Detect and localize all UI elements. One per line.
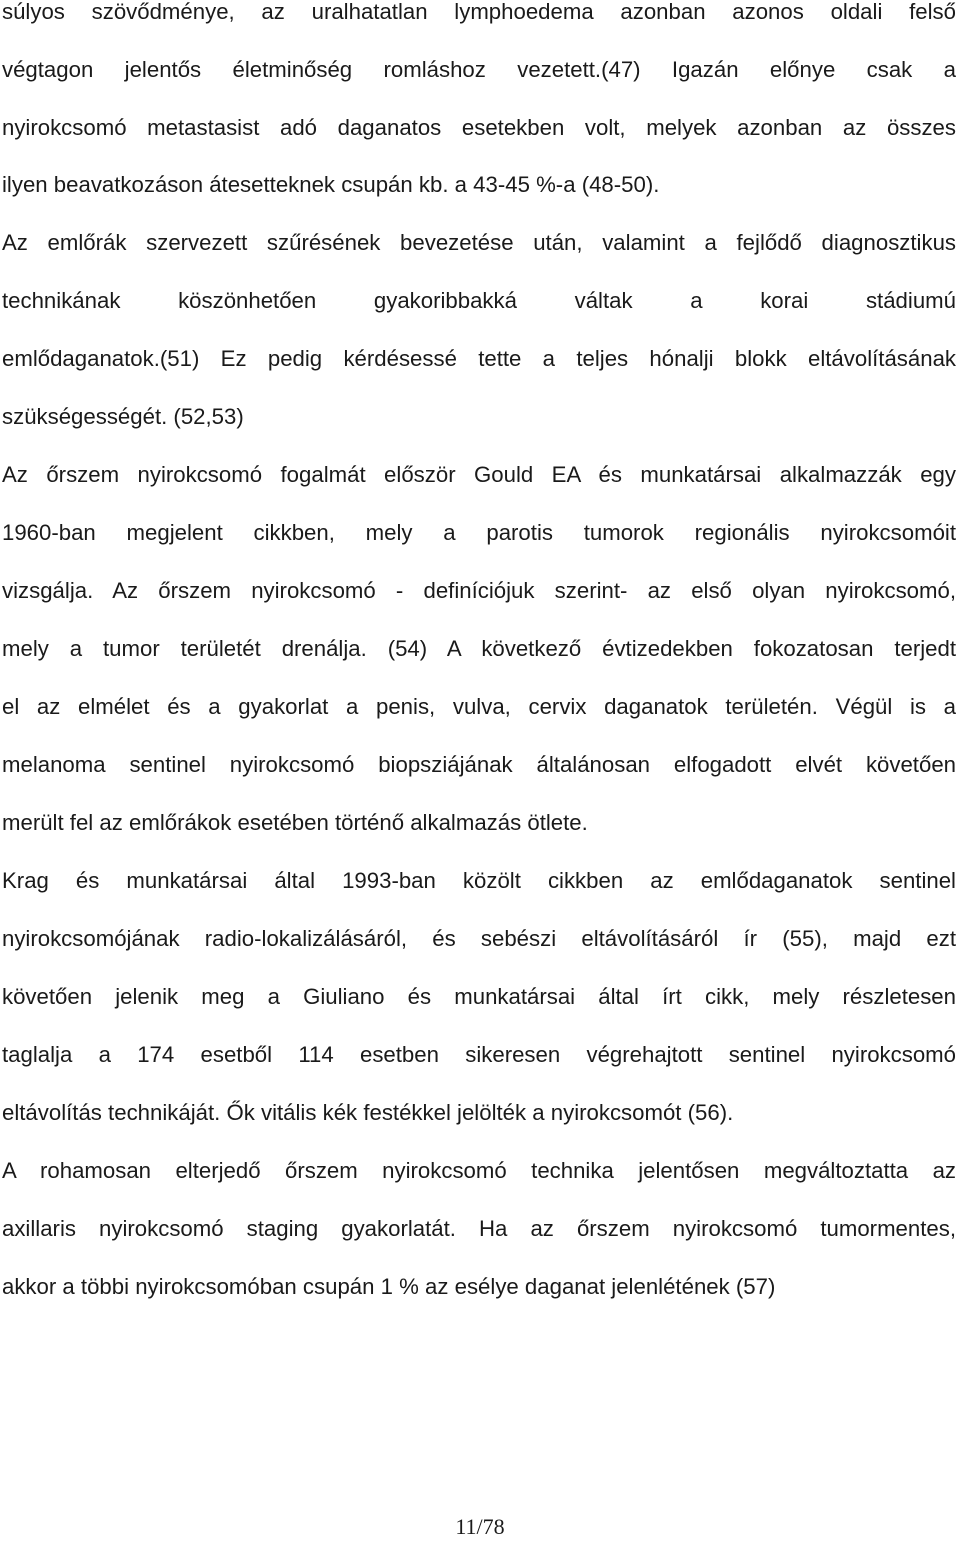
text-line: akkor a többi nyirokcsomóban csupán 1 % az esélye daganat jelenlétének (57) xyxy=(2,1274,776,1299)
text-line: követően jelenik meg a Giuliano és munkatársai által írt cikk, mely részletesen xyxy=(2,984,956,1009)
text-line: végtagon jelentős életminőség romláshoz vezetett.(47) Igazán előnye csak a xyxy=(2,57,956,82)
text-line: Krag és munkatársai által 1993-ban közölt cikkben az emlődaganatok sentinel xyxy=(2,868,956,893)
text-line: technikának köszönhetően gyakoribbakká váltak a korai stádiumú xyxy=(2,288,956,313)
text-line: 1960-ban megjelent cikkben, mely a parotis tumorok regionális nyirokcsomóit xyxy=(2,520,956,545)
text-line: taglalja a 174 esetből 114 esetben sikeresen végrehajtott sentinel nyirokcsomó xyxy=(2,1042,956,1067)
text-line: A rohamosan elterjedő őrszem nyirokcsomó technika jelentősen megváltoztatta az xyxy=(2,1158,956,1183)
text-line: szükségességét. (52,53) xyxy=(2,404,244,429)
text-line: nyirokcsomó metastasist adó daganatos esetekben volt, melyek azonban az összes xyxy=(2,115,956,140)
text-line: súlyos szövődménye, az uralhatatlan lymphoedema azonban azonos oldali felső xyxy=(2,0,956,24)
text-line: mely a tumor területét drenálja. (54) A következő évtizedekben fokozatosan terjedt xyxy=(2,636,956,661)
text-line: emlődaganatok.(51) Ez pedig kérdésessé tette a teljes hónalji blokk eltávolításának xyxy=(2,346,956,371)
page-number: 11/78 xyxy=(455,1514,505,1539)
text-line: ilyen beavatkozáson átesetteknek csupán kb. a 43-45 %-a (48-50). xyxy=(2,172,660,197)
text-line: Az őrszem nyirokcsomó fogalmát először Gould EA és munkatársai alkalmazzák egy xyxy=(2,462,956,487)
text-line: Az emlőrák szervezett szűrésének bevezetése után, valamint a fejlődő diagnosztikus xyxy=(2,230,956,255)
text-line: merült fel az emlőrákok esetében történő alkalmazás ötlete. xyxy=(2,810,588,835)
text-line: vizsgálja. Az őrszem nyirokcsomó - definíciójuk szerint- az első olyan nyirokcsomó, xyxy=(2,578,956,603)
text-line: nyirokcsomójának radio-lokalizálásáról, és sebészi eltávolításáról ír (55), majd ezt xyxy=(2,926,956,951)
text-line: melanoma sentinel nyirokcsomó biopsziájának általánosan elfogadott elvét követően xyxy=(2,752,956,777)
text-line: axillaris nyirokcsomó staging gyakorlatát. Ha az őrszem nyirokcsomó tumormentes, xyxy=(2,1216,956,1241)
text-line: el az elmélet és a gyakorlat a penis, vulva, cervix daganatok területén. Végül is a xyxy=(2,694,956,719)
text-line: eltávolítás technikáját. Ők vitális kék festékkel jelölték a nyirokcsomót (56). xyxy=(2,1100,734,1125)
